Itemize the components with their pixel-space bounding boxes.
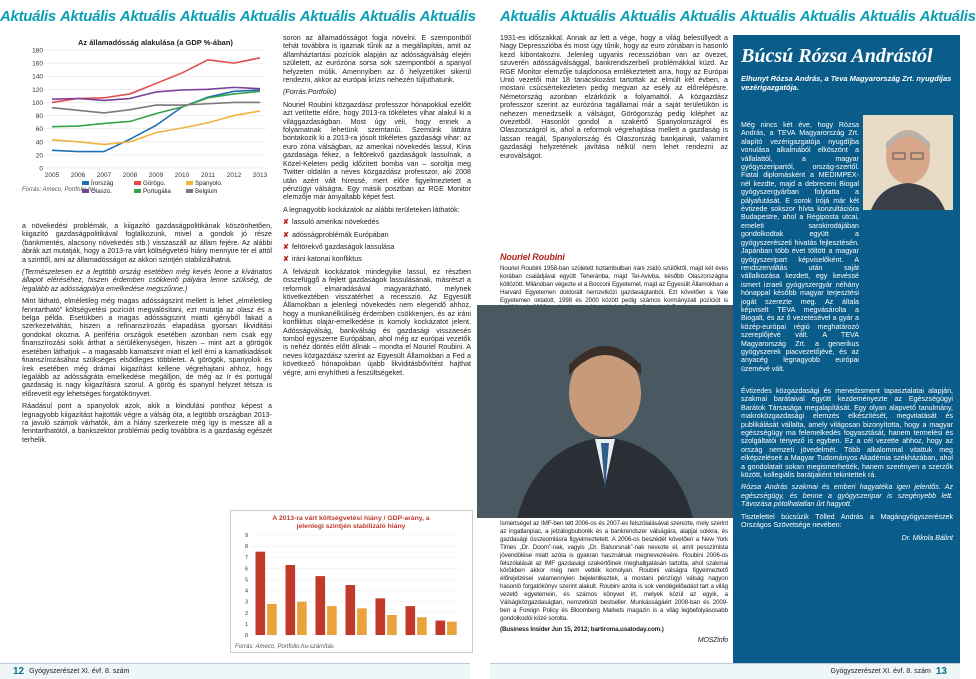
deficit-chart-svg bbox=[231, 511, 472, 652]
section-word: Aktuális bbox=[799, 8, 856, 25]
bar bbox=[417, 617, 427, 635]
chart-source: Forrás: Ameco, Portfolio.hu bbox=[22, 187, 95, 193]
bar bbox=[436, 621, 446, 635]
y-tick-label: 20 bbox=[35, 152, 43, 160]
obituary-sidebar bbox=[733, 35, 960, 663]
y-tick-label: 60 bbox=[35, 126, 43, 134]
y-tick-label: 0 bbox=[244, 633, 248, 639]
legend-swatch bbox=[82, 181, 89, 185]
sidebar-title: Búcsú Rózsa Andrástól bbox=[741, 45, 933, 67]
bar bbox=[376, 598, 386, 635]
y-tick-label: 9 bbox=[244, 533, 248, 539]
paragraph: Tisztelettel búcsúzik Tölled András a Magángyógyszerészek Országos Szövetsége nevében: bbox=[741, 512, 953, 530]
section-word: Aktuális bbox=[859, 8, 916, 25]
bar bbox=[256, 552, 266, 635]
bio-text: Nouriel Roubini 1958-ban született Isztambulban iráni zsidó szülőktől, majd két éves korában családjával együtt Teheránba, majd Tel-Avivba, később Olaszországba költözött. Milánóban végezte el a Bocconi Egyetemet, majd az Egyesült Államokban a Harvard Egyetemen doktorált nemzetközi gazdaságtanból. Ezt követően a Yale Egyetemen oktatott, 1998 és 2000 között pedig számos kormányzati pozíciót is bbox=[500, 264, 728, 304]
legend-label: Belgium bbox=[195, 188, 218, 195]
source-note: (Forrás:Portfolio) bbox=[283, 88, 337, 97]
x-tick-label: 2012 bbox=[226, 172, 242, 179]
y-tick-label: 160 bbox=[32, 60, 43, 68]
bar bbox=[297, 602, 307, 635]
bio-title: Nouriel Roubini bbox=[500, 252, 565, 262]
sidebar-body bbox=[741, 387, 953, 659]
section-word: Aktuális bbox=[739, 8, 796, 25]
chart-title: A 2013-ra várt költségvetési hiány / GDP-arány, a bbox=[272, 515, 430, 522]
series-line-3 bbox=[52, 111, 260, 144]
paragraph: A felvázolt kockázatok mindegyike lassul, ez részben összefüggő a fejlett gazdaságok lassulásának, másrészt a reformok elmaradásával magyarázható, melynek következtében visszatérhet a recesszió. Az Egyesült Államokban a jelenlegi növekedés nem elegendő ahhoz, hogy a munkanélküliség érdemben csökkenjen, és az iráni konfliktus olajár-emelkedése is komoly kockázatot jelent. Adósságválság, bankválság és gazdasági visszaesés tombol egyszerre Európában, ahol még az európai vezetők is nehéz döntés előtt állnak – mondta el Nouriel Roubini. A neves közgazdász szerint az Egyesült Államokban a Fed a következő hónapokban újabb likviditásbővítést hajthat végre, ami enyhítheti a feszültségeket. bbox=[283, 267, 471, 377]
y-tick-label: 180 bbox=[32, 47, 43, 55]
section-word: Aktuális bbox=[0, 8, 56, 25]
x-tick-label: 2013 bbox=[252, 172, 268, 179]
y-tick-label: 0 bbox=[39, 165, 43, 173]
legend-swatch bbox=[134, 189, 141, 193]
bar bbox=[357, 608, 367, 635]
chart-title: Az államadósság alakulása (a GDP %-ában) bbox=[78, 38, 233, 47]
series-line-5 bbox=[52, 91, 260, 126]
footer-right bbox=[490, 663, 960, 679]
credit: MOSZinfo bbox=[697, 636, 728, 644]
y-tick-label: 5 bbox=[244, 577, 248, 584]
x-tick-label: 2007 bbox=[96, 172, 112, 179]
section-word: Aktuális bbox=[919, 8, 976, 25]
risk-item: ✘ lassuló amerikai növekedés bbox=[283, 218, 380, 227]
paragraph: Nouriel Roubini közgazdász professzor hónapokkal ezelőtt azt vetítette előre, hogy 2013-ra tökéletes vihar alakul ki a világgazdaságban. Most úgy véli, hogy ennek a folyamatnak lehetünk szemtanúi. Szemünk láttára bontakozik ki a 2013-ra jósolt tökéletes gazdasági vihar: az euro zóna válságban, az amerikai növekedés lassul, Kína gazdasága fékez, a feltörekvő gazdaságok lassulnak, a Közel-Keleten pedig időzített bomba van – soroltja meg Twitter oldalán a neves közgazdász professzor, aki 2008 után azért vált híressé, mert előre figyelmeztetett a pénzügyi válságra. Egy másik posztban az RGE Monitor elemzője már árnyaltabb képet fest. bbox=[283, 100, 471, 202]
paragraph: a növekedési problémák, a kiigazító gazdaságpolitikának köszönhetően, kiigazító gazdaságpolitikával foglalkozunk, mivel a gondok jó része (bankmentés, alacsony növekedés stb.) visszaszáll az állam fejére. Az alábbi ábrák azt mutatják, hogy a 2013-ra várt költségvetési hiány mennyire tér el attól a szinttől, ami az államadósságot az akkori szintjén stabilizálhatná. bbox=[22, 222, 272, 264]
roubini-caption bbox=[500, 520, 728, 652]
footer-left bbox=[0, 663, 470, 679]
bar bbox=[327, 606, 337, 635]
risk-item: ✘ adósságproblémák Európában bbox=[283, 230, 389, 239]
page-number: 12 bbox=[13, 666, 25, 677]
sidebar-subtitle: Elhunyt Rózsa András, a Teva Magyarország Zrt. nyugdíjas vezérigazgatója. bbox=[741, 74, 952, 92]
sidebar-body-top bbox=[741, 121, 859, 373]
x-tick-label: 2005 bbox=[44, 172, 60, 179]
x-tick-label: 2009 bbox=[148, 172, 164, 179]
roubini-photo bbox=[477, 305, 733, 518]
y-tick-label: 80 bbox=[35, 113, 43, 121]
portrait-image bbox=[477, 305, 733, 518]
y-tick-label: 1 bbox=[244, 621, 248, 628]
section-word: Aktuális bbox=[419, 8, 476, 25]
section-word: Aktuális bbox=[500, 8, 556, 25]
y-tick-label: 6 bbox=[244, 566, 248, 573]
section-word: Aktuális bbox=[179, 8, 236, 25]
section-word: Aktuális bbox=[619, 8, 676, 25]
x-tick-label: 2006 bbox=[70, 172, 86, 179]
rozsa-portrait bbox=[863, 115, 953, 210]
section-header-right bbox=[500, 8, 976, 28]
section-word: Aktuális bbox=[679, 8, 736, 25]
footer-label: Gyógyszerészet XI. évf. 8. szám bbox=[29, 668, 130, 675]
legend-label: Görögo. bbox=[143, 180, 166, 187]
paragraph: (Természetesen ez a legtöbb ország esetében még kevés lenne a kívánatos állapot eléréséhez, hiszen érdemben csökkenő pályára lenne szükség, de legalább az adósságpálya emelkedése megszűnne.) bbox=[22, 268, 272, 293]
debt-chart bbox=[22, 36, 272, 214]
legend-label: Portugália bbox=[143, 188, 171, 195]
page-number: 13 bbox=[935, 666, 947, 677]
y-tick-label: 7 bbox=[244, 555, 248, 562]
y-tick-label: 120 bbox=[32, 86, 43, 94]
y-tick-label: 8 bbox=[244, 544, 248, 551]
legend-swatch bbox=[186, 181, 193, 185]
deficit-chart bbox=[230, 510, 473, 653]
portrait-image bbox=[863, 115, 953, 210]
chart-source: Forrás: Ameco, Portfolio.hu-számítás bbox=[235, 644, 334, 650]
section-word: Aktuális bbox=[559, 8, 616, 25]
section-word: Aktuális bbox=[119, 8, 176, 25]
risk-item: ✘ iráni katonai konfliktus bbox=[283, 255, 362, 264]
debt-chart-svg bbox=[22, 36, 272, 214]
x-tick-label: 2008 bbox=[122, 172, 138, 179]
footer-label: Gyógyszerészet XI. évf. 8. szám bbox=[830, 668, 931, 675]
y-tick-label: 100 bbox=[32, 99, 43, 107]
x-tick-label: 2011 bbox=[201, 172, 215, 179]
y-tick-label: 2 bbox=[244, 610, 248, 617]
legend-label: Spanyolo. bbox=[195, 180, 223, 187]
section-word: Aktuális bbox=[59, 8, 116, 25]
caption-source: (Business Insider Jun 15, 2012; bartiroma.usatoday.com.) bbox=[500, 625, 664, 633]
y-tick-label: 3 bbox=[244, 599, 248, 606]
paragraph: Rózsa András szakmai és emberi hagyatéka igen jelentős. Az egészségügy, és benne a gyógyszeripar is szegényebb lett. Távozása pótolhatatlan űrt hagyott. bbox=[741, 483, 953, 509]
paragraph: Ráadásul pont a spanyolok azok, akik a kiindulási ponthoz képest a legnagyobb kiigazítást hajtották végre a válság óta, a legtöbb országban 2013-ra javuló számok várhatók, ám a hiány szerkezete még így is messze áll a fenntarthatótól, a bankszektor problémái pedig továbbra is a gazdaság egészét terhelik. bbox=[22, 402, 272, 444]
bar bbox=[316, 576, 326, 635]
article-column-2 bbox=[283, 34, 471, 510]
bar bbox=[346, 585, 356, 635]
section-header-left bbox=[0, 8, 476, 28]
legend-label: Olaszo. bbox=[91, 188, 112, 195]
series-line-6 bbox=[52, 102, 260, 112]
paragraph: soron az államadósságot fogja növelni. E szempontból tehát továbbra is igaznak tűnik az a megállapítás, amit az államháztartási pozíciók alapján az adósságválság elején született, az eurózóna sorsa sok szempontból a spanyol helyzeten múlik. Amennyiben az ő helyzetüket sikerül rendezni, akkor az európai krízis nehezén túljuthatunk. bbox=[283, 34, 471, 85]
legend-swatch bbox=[186, 189, 193, 193]
legend-label: Írország bbox=[91, 180, 114, 187]
series-line-2 bbox=[52, 58, 260, 103]
paragraph: Évtizedes közgazdasági és menedzsment tapasztalatai alapján, szakmai barátaival együtt kezdeményezte az Egészségügyi Barátok Társasága megalapítását. Egy olyan alapvető tanulmány, makroközgazdasági elemzés elkészítését, megvitatását és publikálását vállalta, amely világosan bizonyította, hogy a magyar egészségügy ma felemelkedés fogyasztását, hanem termelési és szolgáltatói tényező is egyben. Ez a cél vezette ahhoz, hogy az ország nemzeti jövedelmét. Több alkalommal vitattuk meg elképzeléseit a Magyar Tudományos Akadémia székházában, ahol a gondolatait sokan megismerhették, hanem szerényen a szerzők között, kollegiális barátjaként tekintettek rá. bbox=[741, 387, 953, 480]
paragraph: Mint látható, elméletileg még magas adósságszint mellett is lehet „elméletileg fenntartható” költségvetési pozíciót megvalósítani, ezt mutatja az olasz és a belga példa. Esetükben a magas adósságszint miatti igényből fakad a szerkezetváltás, hiszen a refinanszírozás elapadása gyorsan likviditási gondokat okozna. A periféria országok esetében azonban nem csak egy finanszírozási sokk árthat a sérülékenységen, hiszen – mint azt a görögök esetében láthatjuk – a magasabb kamatszint miatt el kell érni a kamatkiadások finanszírozásához szükséges elsődleges többletet. A görögök, spanyolok és írek esetében még drámai kiigazítást kellene végrehajtani ahhoz, hogy legalább az adósságráta emelkedése megálljon, de még az ír és portugál gazdaság is nagy kiigazításra szorul. A görög és spanyol helyzet tétsza is előrevetít egy lehetséges forgatókönyvet. bbox=[22, 297, 272, 398]
bar bbox=[406, 606, 416, 635]
caption-text: Ismertséget az IMF-ben tett 2006-os és 2007-es felszólalásával szerezte, mely szerint az ingatlanpiac, a jelzálogbuborék és a bankrendszer válságára, alapjai sokkra, és gazdasági összeomlásra figyelmeztetett. A 2006-os beszédét követően a New York Times „Dr. Doom”-nak, vagyis „Dr. Balsorsnak”-nak nevezte el, amit pesszimista jövendölése miatt azóta is gyakran használnak megnevezésére. Roubini 2006-os felszólalását az IMF gazdasági szakértőinek meghallgatásán tartotta, ahol szakmai körökben akkor még nem vették komolyan. Roubini válságra figyelmeztető előrejelzései valamennyien bejelentkeztek, a mostani pénzügyi válság nagyon hasonló forgatókönyv szerint alakult. Roubini azóta is sok vendégelőadást tart a világ vezető egyetemein, és számos könyvet írt, melyek közül az egyik, a Válságközgazdaságtan, nemzetközi bestseller. Munkásságáért 2008-ban és 2009-ben a Foreign Policy és Bloomberg Markets magazin is a világ legbefolyásosabb gondolkodói közé sorolta. bbox=[500, 520, 728, 622]
y-tick-label: 4 bbox=[244, 588, 248, 595]
bar bbox=[286, 565, 296, 635]
section-word: Aktuális bbox=[359, 8, 416, 25]
section-word: Aktuális bbox=[239, 8, 296, 25]
section-word: Aktuális bbox=[299, 8, 356, 25]
paragraph: Még nincs két éve, hogy Rózsa András, a TEVA Magyarország Zrt. alapító vezérigazgatója nyugdíjba vonulása alkalmából elköszönt a vállalattól, a magyar gyógyszeripartól, ország-szertől. Fiatal diplomásként a MEDIMPEX-nél kezdte, majd a debreceni Biogal gyógyszergyárban folytatta a pályafutását. E sorok írójá már két évtizede sokszor hívta konzultációra Budapestre, ahol a Régiposta utcai, emeleti sarokirodájában gondolkodtak együtt a gyógyszerészeti hivatás fejlesztésén. Japánban több évet töltött a magyar gyógyszeripart képviselőként. A rendszerváltás után saját vállalkozása kezdett, egy kevéssé ismert izraeli gyógyszergyár néhány hónappal később magyar terjesztési jogát szerezte meg. Az általa képviselt TEVA megvásárolta a Biogalt, és az ő vezetésével a gyár a közép-európai régió meghatározó szereplőjévé vált. A TEVA Magyarország Zrt. a generikus gyógyszerek piacvezetőjévé, és az anyacég legnagyobb európai üzemévé vált. bbox=[741, 121, 859, 373]
paragraph: 1931-es időszakkal. Annak az lett a vége, hogy a világ belesüllyedt a Nagy Depresszióba és most úgy tűnik, hogy az euro zónában is hasonló kezd kibontakozni. Jelenleg ugyanis recesszióban van az övezet, szuverén adósságválsággal, bankrendszerbeli problémákkal küzd. Az RGE Monitor elemzője tulajdonosa emlékeztetett arra, hogy az Európai Unió vezetői már 18 tanácskozást tartottak az elmúlt két évben, a mostani csúcsértekezleten pedig megvan az esély az előrelépésre. Németország azonban elzárkózik a folyamattól. A közgazdász professzor szerint az eurózóna tagállamai már a saját területükön is nehezen menedzselik a válságot, Görögország pedig kiléphet az övezetből. Hasonlót gondol a szakértő Spanyolországról és Olaszországról is, ahol a reformok végrehajtása mellett a gazdaság is lassan reagál, Spanyolország és Olaszország bankjainak, valamint gazdasági helyzetének javítása nélkül nem lehet rendezni az euroválságot. bbox=[500, 34, 728, 160]
y-tick-label: 140 bbox=[32, 73, 43, 81]
bar bbox=[267, 604, 277, 635]
y-tick-label: 40 bbox=[35, 139, 43, 147]
bar bbox=[387, 615, 397, 635]
chart-title: jelenlegi szintjén stabilizáló hiány bbox=[296, 523, 406, 530]
roubini-bio bbox=[500, 252, 728, 308]
bar bbox=[447, 622, 457, 635]
signature: Dr. Mikola Bálint bbox=[901, 533, 953, 542]
legend-swatch bbox=[134, 181, 141, 185]
risk-item: ✘ feltörekvő gazdaságok lassulása bbox=[283, 242, 395, 251]
x-tick-label: 2010 bbox=[174, 172, 190, 179]
article-column-3 bbox=[500, 34, 728, 260]
paragraph: A legnagyobb kockázatok az alábbi területeken láthatók: bbox=[283, 205, 460, 214]
